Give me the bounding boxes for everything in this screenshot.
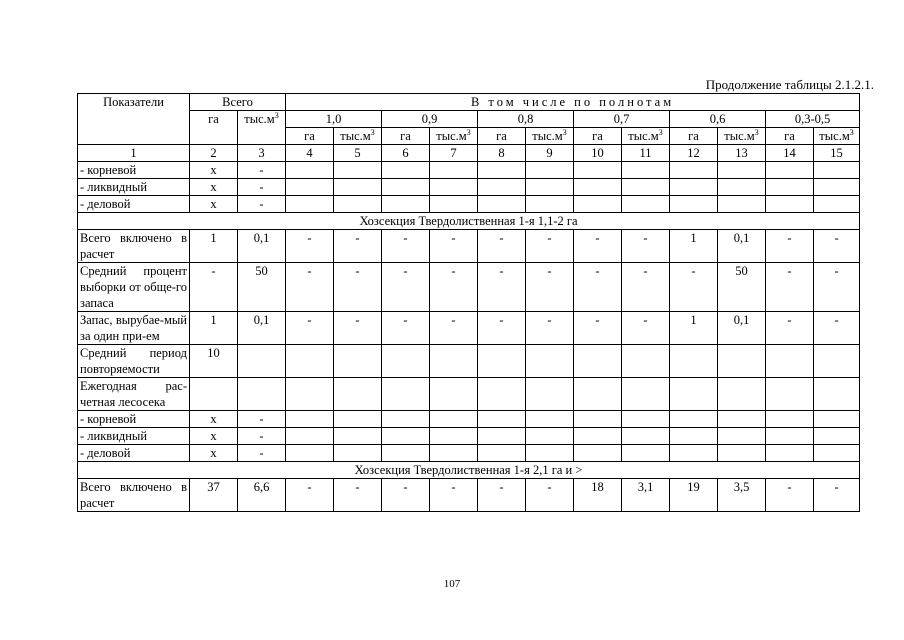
table-cell: [718, 378, 766, 411]
table-cell: [670, 162, 718, 179]
table-cell: [382, 179, 430, 196]
table-cell: [622, 445, 670, 462]
table-cell: [622, 162, 670, 179]
table-cell: 50: [238, 263, 286, 312]
row-label: - деловой: [78, 196, 190, 213]
column-number: 14: [766, 145, 814, 162]
row-label: Средний процент выборки от обще-го запаса: [78, 263, 190, 312]
table-cell: -: [286, 230, 334, 263]
table-cell: [190, 378, 238, 411]
table-cell: [430, 411, 478, 428]
table-cell: [286, 378, 334, 411]
table-cell: [478, 345, 526, 378]
table-cell: -: [526, 312, 574, 345]
table-cell: [574, 445, 622, 462]
table-cell: 0,1: [718, 230, 766, 263]
table-cell: [766, 179, 814, 196]
row-label: - деловой: [78, 445, 190, 462]
table-row: [78, 428, 860, 445]
table-cell: [238, 345, 286, 378]
table-row: [78, 479, 860, 512]
table-cell: [814, 345, 860, 378]
table-cell: 1: [670, 312, 718, 345]
unit-ha: га: [670, 128, 718, 145]
table-cell: х: [190, 428, 238, 445]
table-cell: [814, 162, 860, 179]
table-cell: 19: [670, 479, 718, 512]
table-cell: [670, 179, 718, 196]
table-cell: [334, 411, 382, 428]
table-cell: [526, 378, 574, 411]
table-cell: -: [766, 263, 814, 312]
row-label: Средний период повторяемости: [78, 345, 190, 378]
table-cell: [622, 345, 670, 378]
row-label: - корневой: [78, 162, 190, 179]
table-cell: -: [622, 312, 670, 345]
table-cell: -: [286, 479, 334, 512]
table-cell: х: [190, 162, 238, 179]
row-label: Ежегодная рас-четная лесосека: [78, 378, 190, 411]
table-cell: [334, 162, 382, 179]
table-cell: -: [430, 230, 478, 263]
section-title: Хозсекция Твердолиственная 1-я 2,1 га и >: [78, 462, 860, 479]
table-cell: [526, 411, 574, 428]
table-cell: -: [334, 230, 382, 263]
table-cell: [622, 428, 670, 445]
table-cell: -: [334, 263, 382, 312]
table-cell: [526, 196, 574, 213]
unit-vol: $тыс.м^3$: [718, 128, 766, 145]
column-number: 1: [78, 145, 190, 162]
column-number: 3: [238, 145, 286, 162]
column-number: 6: [382, 145, 430, 162]
row-label: - корневой: [78, 411, 190, 428]
column-number: 8: [478, 145, 526, 162]
table-cell: [238, 378, 286, 411]
density-header: 0,6: [670, 111, 766, 128]
table-cell: [622, 179, 670, 196]
table-cell: [574, 179, 622, 196]
table-cell: [478, 162, 526, 179]
table-cell: 3,5: [718, 479, 766, 512]
table-cell: 0,1: [718, 312, 766, 345]
table-cell: [718, 428, 766, 445]
header-total-vol: $тыс.м^3$: [238, 111, 286, 145]
table-row: [78, 263, 860, 312]
table-cell: 50: [718, 263, 766, 312]
table-cell: -: [430, 479, 478, 512]
table-cell: -: [382, 263, 430, 312]
table-cell: [622, 196, 670, 213]
table-cell: [478, 428, 526, 445]
table-cell: -: [238, 179, 286, 196]
density-header: 0,8: [478, 111, 574, 128]
table-row: [78, 411, 860, 428]
table-row: [78, 230, 860, 263]
table-cell: [382, 428, 430, 445]
section-row: [78, 462, 860, 479]
table-cell: -: [286, 263, 334, 312]
table-cell: -: [814, 479, 860, 512]
table-cell: [478, 411, 526, 428]
unit-vol: $тыс.м^3$: [430, 128, 478, 145]
table-cell: -: [814, 312, 860, 345]
table-cell: [574, 411, 622, 428]
table-cell: [574, 162, 622, 179]
table-cell: [286, 428, 334, 445]
table-cell: [574, 196, 622, 213]
table-cell: [286, 411, 334, 428]
unit-ha: га: [574, 128, 622, 145]
column-number: 15: [814, 145, 860, 162]
header-number-row: [78, 145, 860, 162]
data-table: [77, 93, 860, 512]
table-cell: [814, 179, 860, 196]
table-cell: [334, 179, 382, 196]
table-cell: [286, 179, 334, 196]
table-cell: -: [478, 263, 526, 312]
density-header: 0,7: [574, 111, 670, 128]
table-cell: [718, 345, 766, 378]
header-indicator: Показатели: [78, 94, 190, 145]
density-header: 1,0: [286, 111, 382, 128]
row-label: Всего включено в расчет: [78, 479, 190, 512]
table-cell: -: [526, 230, 574, 263]
table-cell: [382, 162, 430, 179]
table-cell: -: [190, 263, 238, 312]
table-cell: [526, 428, 574, 445]
table-cell: 6,6: [238, 479, 286, 512]
table-cell: -: [574, 312, 622, 345]
table-cell: [670, 196, 718, 213]
table-cell: [718, 179, 766, 196]
table-cell: [478, 196, 526, 213]
table-caption: Продолжение таблицы 2.1.2.1.: [705, 77, 874, 92]
table-cell: -: [286, 312, 334, 345]
density-header: 0,3-0,5: [766, 111, 860, 128]
table-cell: 0,1: [238, 312, 286, 345]
table-cell: х: [190, 196, 238, 213]
table-cell: [430, 179, 478, 196]
table-cell: [334, 196, 382, 213]
table-row: [78, 378, 860, 411]
table-cell: -: [766, 312, 814, 345]
section-row: [78, 213, 860, 230]
table-cell: [814, 411, 860, 428]
unit-ha: га: [478, 128, 526, 145]
unit-ha: га: [766, 128, 814, 145]
table-cell: [718, 162, 766, 179]
table-row: [78, 312, 860, 345]
unit-vol: $тыс.м^3$: [622, 128, 670, 145]
table-cell: [382, 445, 430, 462]
table-cell: [574, 345, 622, 378]
unit-vol: $тыс.м^3$: [334, 128, 382, 145]
table-cell: [766, 345, 814, 378]
table-cell: [430, 345, 478, 378]
table-cell: -: [622, 263, 670, 312]
table-cell: -: [766, 479, 814, 512]
table-row: [78, 445, 860, 462]
table-cell: [526, 345, 574, 378]
header-row-2: [78, 111, 860, 128]
table-cell: -: [622, 230, 670, 263]
table-cell: 10: [190, 345, 238, 378]
table-cell: [718, 411, 766, 428]
table-cell: -: [478, 230, 526, 263]
table-cell: [574, 428, 622, 445]
unit-ha: га: [382, 128, 430, 145]
column-number: 10: [574, 145, 622, 162]
unit-ha: га: [286, 128, 334, 145]
table-cell: [814, 378, 860, 411]
table-cell: [382, 345, 430, 378]
unit-vol: $тыс.м^3$: [814, 128, 860, 145]
unit-vol: $тыс.м^3$: [526, 128, 574, 145]
column-number: 4: [286, 145, 334, 162]
table-cell: -: [334, 479, 382, 512]
table-cell: -: [574, 263, 622, 312]
table-cell: -: [334, 312, 382, 345]
column-number: 5: [334, 145, 382, 162]
table-row: [78, 162, 860, 179]
row-label: - ликвидный: [78, 179, 190, 196]
table-cell: -: [382, 312, 430, 345]
table-cell: [766, 162, 814, 179]
table-cell: [334, 428, 382, 445]
table-cell: 1: [190, 312, 238, 345]
table-cell: [814, 196, 860, 213]
table-cell: 1: [670, 230, 718, 263]
column-number: 2: [190, 145, 238, 162]
table-cell: [814, 445, 860, 462]
header-total: Всего: [190, 94, 286, 111]
column-number: 7: [430, 145, 478, 162]
table-cell: -: [814, 263, 860, 312]
table-cell: [334, 378, 382, 411]
table-cell: [478, 179, 526, 196]
table-cell: [334, 345, 382, 378]
table-cell: [670, 428, 718, 445]
table-row: [78, 196, 860, 213]
table-cell: [814, 428, 860, 445]
table-cell: [430, 196, 478, 213]
table-cell: [430, 162, 478, 179]
table-cell: -: [238, 162, 286, 179]
table-cell: [670, 345, 718, 378]
table-cell: -: [430, 263, 478, 312]
table-cell: -: [382, 479, 430, 512]
table-cell: -: [526, 479, 574, 512]
table-cell: [670, 445, 718, 462]
table-cell: -: [670, 263, 718, 312]
table-cell: [478, 445, 526, 462]
table-cell: [382, 411, 430, 428]
row-label: Запас, вырубае-мый за один при-ем: [78, 312, 190, 345]
table-cell: [622, 411, 670, 428]
table-cell: -: [478, 312, 526, 345]
table-cell: 3,1: [622, 479, 670, 512]
table-cell: -: [526, 263, 574, 312]
table-cell: [766, 411, 814, 428]
table-cell: 18: [574, 479, 622, 512]
row-label: Всего включено в расчет: [78, 230, 190, 263]
table-cell: [718, 196, 766, 213]
table-cell: [286, 162, 334, 179]
table-cell: [526, 445, 574, 462]
table-row: [78, 345, 860, 378]
table-cell: [718, 445, 766, 462]
table-cell: [430, 378, 478, 411]
table-cell: [430, 445, 478, 462]
table-cell: [766, 196, 814, 213]
table-cell: х: [190, 179, 238, 196]
header-by-density: В том числе по полнотам: [286, 94, 860, 111]
table-cell: [766, 445, 814, 462]
row-label: - ликвидный: [78, 428, 190, 445]
density-header: 0,9: [382, 111, 478, 128]
table-cell: [766, 378, 814, 411]
table-cell: [286, 345, 334, 378]
table-cell: 1: [190, 230, 238, 263]
table-cell: -: [574, 230, 622, 263]
table-cell: [430, 428, 478, 445]
table-cell: -: [430, 312, 478, 345]
header-row-1: [78, 94, 860, 111]
table-cell: [334, 445, 382, 462]
table-cell: [478, 378, 526, 411]
table-cell: [286, 445, 334, 462]
table-cell: [622, 378, 670, 411]
table-cell: [286, 196, 334, 213]
table-cell: 0,1: [238, 230, 286, 263]
table-cell: х: [190, 445, 238, 462]
section-title: Хозсекция Твердолиственная 1-я 1,1-2 га: [78, 213, 860, 230]
table-cell: [382, 196, 430, 213]
header-total-ha: га: [190, 111, 238, 145]
table-row: [78, 179, 860, 196]
table-cell: -: [238, 196, 286, 213]
table-cell: -: [382, 230, 430, 263]
table-cell: [526, 162, 574, 179]
table-cell: [670, 411, 718, 428]
page-number: 107: [443, 578, 461, 590]
table-cell: [526, 179, 574, 196]
table-cell: [766, 428, 814, 445]
table-cell: -: [238, 428, 286, 445]
column-number: 12: [670, 145, 718, 162]
table-cell: -: [238, 445, 286, 462]
table-cell: -: [478, 479, 526, 512]
table-cell: [670, 378, 718, 411]
column-number: 9: [526, 145, 574, 162]
column-number: 13: [718, 145, 766, 162]
table-cell: -: [238, 411, 286, 428]
table-cell: -: [766, 230, 814, 263]
table-cell: [382, 378, 430, 411]
table-cell: -: [814, 230, 860, 263]
table-cell: [574, 378, 622, 411]
column-number: 11: [622, 145, 670, 162]
table-cell: х: [190, 411, 238, 428]
table-cell: 37: [190, 479, 238, 512]
